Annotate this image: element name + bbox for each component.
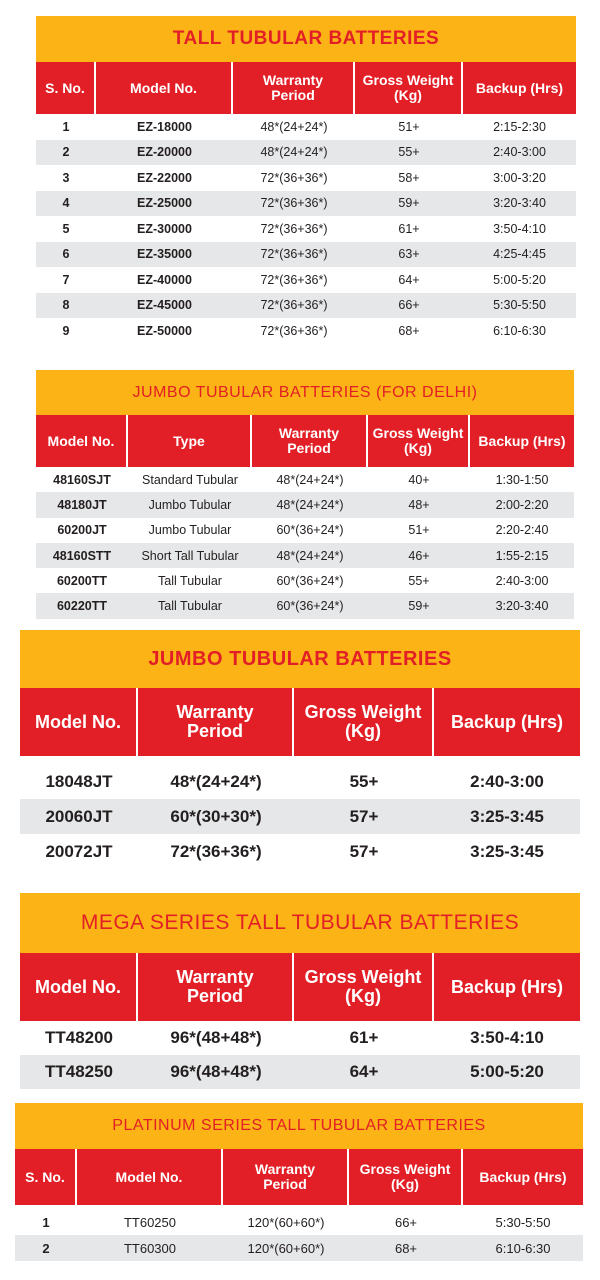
table-cell: EZ-45000: [137, 298, 192, 313]
table-row: [20, 1021, 580, 1055]
table-cell: 2:20-2:40: [495, 523, 549, 538]
table-cell: 72*(36+36*): [260, 170, 328, 185]
table-cell: 7: [62, 272, 70, 287]
table-cell: 5: [62, 221, 70, 236]
platinum-series-table: [15, 1103, 583, 1261]
table-cell: 3:25-3:45: [470, 841, 544, 861]
column-header: Gross Weight (Kg): [294, 688, 434, 756]
table-cell: 120*(60+60*): [247, 1214, 325, 1230]
table-row: [36, 165, 576, 191]
table-cell: 9: [62, 323, 70, 338]
table-cell: 60200TT: [56, 573, 108, 588]
table-cell: 59+: [398, 196, 420, 211]
table-cell: 2:00-2:20: [495, 497, 549, 512]
table-cell: 48*(24+24*): [276, 472, 344, 487]
table-cell: 72*(36+36*): [170, 841, 262, 861]
table-header: [20, 953, 580, 1021]
table-header: [15, 1149, 583, 1205]
table-cell: 2: [42, 1240, 50, 1256]
table-row: [36, 242, 576, 268]
column-header: Model No.: [96, 62, 233, 114]
table-row: [36, 216, 576, 242]
table-cell: 72*(36+36*): [260, 221, 328, 236]
table-cell: 96*(48+48*): [170, 1062, 262, 1081]
table-cell: 51+: [398, 119, 420, 134]
column-header: S. No.: [36, 62, 96, 114]
table-cell: EZ-18000: [137, 119, 192, 134]
tall-tubular-table: [36, 16, 576, 344]
column-header: Gross Weight (Kg): [368, 415, 470, 467]
table-body: [36, 467, 574, 619]
column-header: Warranty Period: [138, 688, 294, 756]
column-header: Backup (Hrs): [470, 415, 574, 467]
table-row: [36, 568, 574, 593]
column-header: Warranty Period: [138, 953, 294, 1021]
table-cell: 48*(24+24*): [276, 497, 344, 512]
column-header: Backup (Hrs): [463, 1149, 583, 1205]
table-cell: 5:00-5:20: [493, 272, 546, 287]
mega-series-table: [20, 893, 580, 1089]
table-row: [36, 267, 576, 293]
table-cell: Jumbo Tubular: [148, 497, 232, 512]
table-body: [36, 114, 576, 344]
table-body: [20, 764, 580, 869]
column-header: Warranty Period: [223, 1149, 349, 1205]
table-row: [20, 799, 580, 834]
table-cell: 4:25-4:45: [493, 247, 546, 262]
table-row: [20, 764, 580, 799]
table-cell: 20060JT: [45, 806, 113, 826]
table-header: [20, 688, 580, 756]
table-cell: 48*(24+24*): [276, 548, 344, 563]
column-header: Warranty Period: [252, 415, 368, 467]
table-row: [36, 114, 576, 140]
table-row: [36, 593, 574, 618]
table-cell: 58+: [398, 170, 420, 185]
table-cell: 60220TT: [56, 599, 108, 614]
table-cell: 40+: [408, 472, 430, 487]
column-header: Model No.: [77, 1149, 223, 1205]
table-cell: EZ-20000: [137, 145, 192, 160]
column-header: Backup (Hrs): [434, 688, 580, 756]
table-cell: 96*(48+48*): [170, 1028, 262, 1047]
table-cell: 3:50-4:10: [493, 221, 546, 236]
table-cell: Tall Tubular: [158, 573, 222, 588]
table-row: [36, 543, 574, 568]
table-cell: 72*(36+36*): [260, 247, 328, 262]
table-cell: 60*(30+30*): [170, 806, 262, 826]
table-cell: TT48200: [44, 1028, 114, 1047]
table-row: [20, 834, 580, 869]
table-cell: 3:50-4:10: [470, 1028, 544, 1047]
table-cell: 55+: [349, 771, 379, 791]
table-row: [20, 1055, 580, 1089]
table-cell: 66+: [394, 1214, 418, 1230]
table-title: JUMBO TUBULAR BATTERIES (FOR DELHI): [36, 370, 574, 415]
table-cell: 46+: [408, 548, 430, 563]
table-row: [36, 293, 576, 319]
table-header: [36, 415, 574, 467]
table-cell: TT60250: [123, 1214, 177, 1230]
table-cell: 1: [42, 1214, 50, 1230]
table-cell: 20072JT: [45, 841, 113, 861]
column-header: Gross Weight (Kg): [355, 62, 463, 114]
table-cell: 63+: [398, 247, 420, 262]
table-cell: 5:30-5:50: [493, 298, 546, 313]
table-row: [36, 140, 576, 166]
table-cell: 2:15-2:30: [493, 119, 546, 134]
table-cell: 48*(24+24*): [260, 145, 328, 160]
table-cell: EZ-22000: [137, 170, 192, 185]
table-cell: 61+: [398, 221, 420, 236]
table-title: JUMBO TUBULAR BATTERIES: [20, 630, 580, 688]
table-cell: 6:10-6:30: [495, 1240, 551, 1256]
table-cell: 60200JT: [57, 523, 107, 538]
table-header: [36, 62, 576, 114]
table-cell: 72*(36+36*): [260, 272, 328, 287]
column-header: Type: [128, 415, 252, 467]
table-cell: 18048JT: [45, 771, 113, 791]
table-cell: 48160SJT: [53, 472, 111, 487]
table-cell: 57+: [349, 841, 379, 861]
table-cell: 48*(24+24*): [170, 771, 262, 791]
table-cell: 60*(36+24*): [276, 523, 344, 538]
column-header: Backup (Hrs): [434, 953, 580, 1021]
table-cell: 61+: [349, 1028, 379, 1047]
table-cell: 72*(36+36*): [260, 298, 328, 313]
table-cell: EZ-35000: [137, 247, 192, 262]
table-cell: 51+: [408, 523, 430, 538]
table-cell: 6:10-6:30: [493, 323, 546, 338]
table-cell: 8: [62, 298, 70, 313]
table-cell: Jumbo Tubular: [148, 523, 232, 538]
table-row: [15, 1235, 583, 1261]
table-cell: 1: [62, 119, 70, 134]
table-cell: 48+: [408, 497, 430, 512]
table-cell: 5:30-5:50: [495, 1214, 551, 1230]
table-cell: 3:20-3:40: [493, 196, 546, 211]
table-cell: 60*(36+24*): [276, 599, 344, 614]
table-cell: 66+: [398, 298, 420, 313]
table-title: PLATINUM SERIES TALL TUBULAR BATTERIES: [15, 1103, 583, 1149]
table-cell: 59+: [408, 599, 430, 614]
column-header: Warranty Period: [233, 62, 355, 114]
table-cell: 64+: [349, 1062, 379, 1081]
table-cell: 57+: [349, 806, 379, 826]
column-header: Gross Weight (Kg): [349, 1149, 463, 1205]
table-cell: 120*(60+60*): [247, 1240, 325, 1256]
table-cell: Standard Tubular: [142, 472, 238, 487]
table-body: [15, 1209, 583, 1261]
table-row: [36, 518, 574, 543]
table-body: [20, 1021, 580, 1089]
column-header: Gross Weight (Kg): [294, 953, 434, 1021]
table-row: [36, 467, 574, 492]
table-cell: Tall Tubular: [158, 599, 222, 614]
table-cell: 55+: [408, 573, 430, 588]
jumbo-tubular-delhi-table: [36, 370, 574, 619]
table-cell: 3:20-3:40: [495, 599, 549, 614]
table-cell: EZ-50000: [137, 323, 192, 338]
table-cell: 72*(36+36*): [260, 196, 328, 211]
table-cell: 4: [62, 196, 70, 211]
table-cell: 55+: [398, 145, 420, 160]
table-row: [36, 492, 574, 517]
jumbo-tubular-table: [20, 630, 580, 869]
column-header: S. No.: [15, 1149, 77, 1205]
table-cell: 2:40-3:00: [493, 145, 546, 160]
table-row: [36, 318, 576, 344]
table-cell: 72*(36+36*): [260, 323, 328, 338]
column-header: Backup (Hrs): [463, 62, 576, 114]
table-cell: TT48250: [44, 1062, 114, 1081]
table-title: MEGA SERIES TALL TUBULAR BATTERIES: [20, 893, 580, 953]
table-cell: Short Tall Tubular: [141, 548, 239, 563]
table-title: TALL TUBULAR BATTERIES: [36, 16, 576, 62]
table-cell: 68+: [398, 323, 420, 338]
table-cell: 3: [62, 170, 70, 185]
table-cell: 48180JT: [57, 497, 107, 512]
table-cell: 1:55-2:15: [495, 548, 549, 563]
table-row: [36, 191, 576, 217]
table-cell: 3:00-3:20: [493, 170, 546, 185]
table-cell: TT60300: [123, 1240, 177, 1256]
table-cell: 68+: [394, 1240, 418, 1256]
table-cell: 48*(24+24*): [260, 119, 328, 134]
table-cell: 2:40-3:00: [470, 771, 544, 791]
column-header: Model No.: [20, 953, 138, 1021]
table-cell: 6: [62, 247, 70, 262]
table-cell: 2:40-3:00: [495, 573, 549, 588]
table-cell: EZ-30000: [137, 221, 192, 236]
table-cell: 1:30-1:50: [495, 472, 549, 487]
table-cell: 64+: [398, 272, 420, 287]
table-cell: 2: [62, 145, 70, 160]
table-cell: EZ-25000: [137, 196, 192, 211]
table-cell: 60*(36+24*): [276, 573, 344, 588]
table-row: [15, 1209, 583, 1235]
column-header: Model No.: [36, 415, 128, 467]
table-cell: 3:25-3:45: [470, 806, 544, 826]
table-cell: EZ-40000: [137, 272, 192, 287]
column-header: Model No.: [20, 688, 138, 756]
table-cell: 5:00-5:20: [470, 1062, 544, 1081]
table-cell: 48160STT: [52, 548, 112, 563]
